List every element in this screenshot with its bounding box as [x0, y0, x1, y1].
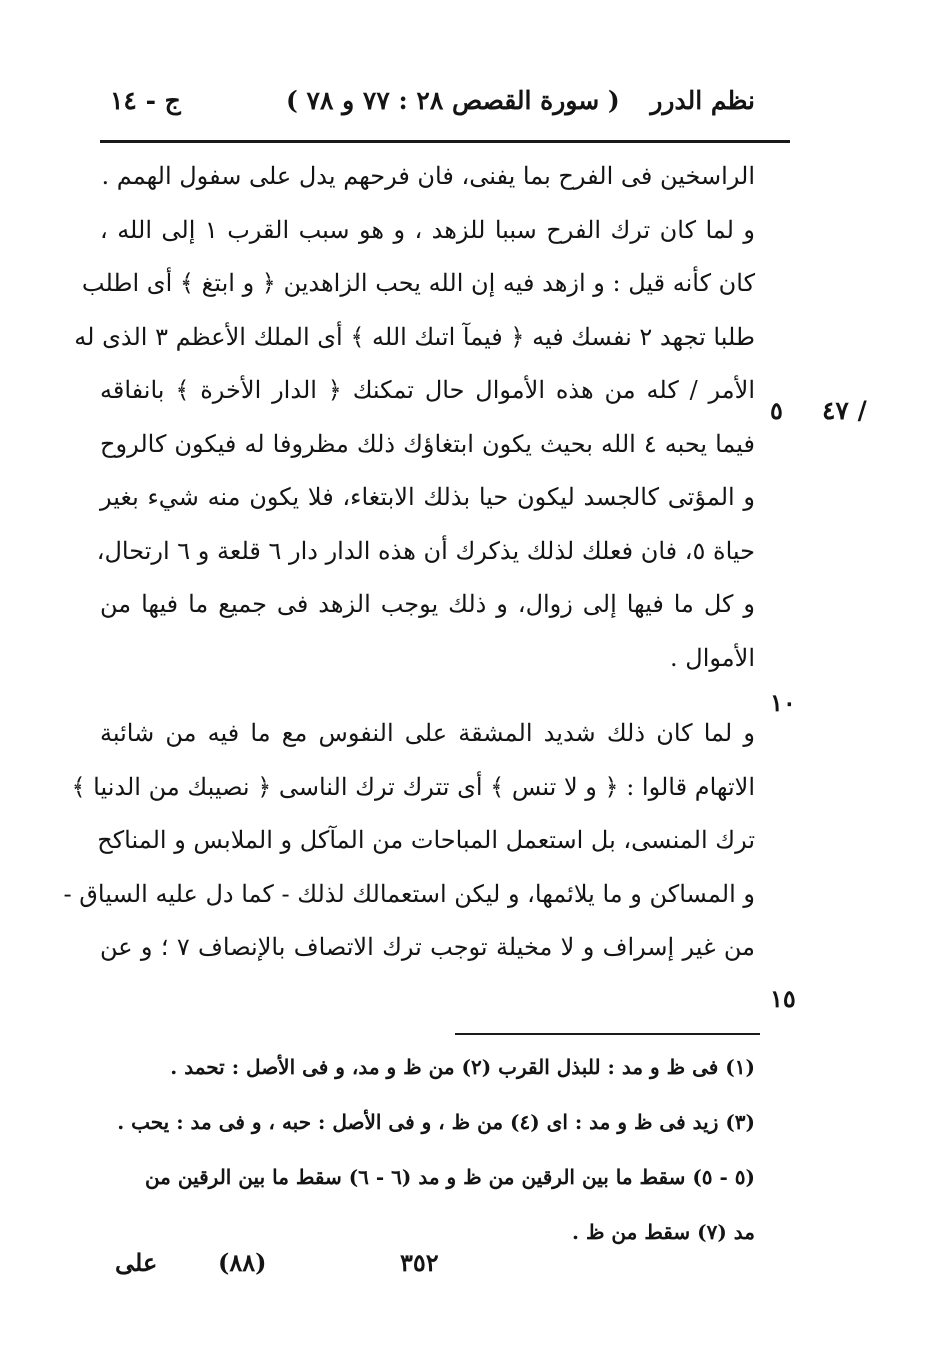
footnote-line: (١) فى ظ و مد : للبذل القرب (٢) من ظ و مد، و فى الأصل : تحمد . [170, 1055, 755, 1079]
footnote-rule [455, 1033, 760, 1035]
signature-mark: (٨٨) [218, 1248, 267, 1277]
line-number-15: ١٥ [770, 984, 796, 1013]
page-number: ٣٥٢ [400, 1248, 439, 1277]
surah-reference: ( سورة القصص ٢٨ : ٧٧ و ٧٨ ) [286, 86, 620, 115]
text-line: الأموال . [670, 643, 755, 672]
text-line: الاتهام قالوا : ﴿ و لا تنس ﴾ أى تترك ترك الناسى ﴿ نصيبك من الدنيا ﴾ [71, 772, 755, 801]
text-line: و المساكن و ما يلائمها، و ليكن استعمالك لذلك - كما دل عليه السياق - [63, 879, 755, 908]
footnote-line: (٥ - ٥) سقط ما بين الرقين من ظ و مد (٦ - ٦) سقط ما بين الرقين من [144, 1165, 755, 1189]
text-line: كان كأنه قيل : و ازهد فيه إن الله يحب الزاهدين ﴿ و ابتغ ﴾ أى اطلب [81, 269, 755, 297]
book-title: نظم الدرر [650, 86, 755, 115]
margin-reference: ٤٧ / [822, 396, 867, 425]
main-text [63, 150, 756, 975]
footnotes [100, 1040, 755, 1260]
text-line: من غير إسراف و لا مخيلة توجب ترك الاتصاف بالإنصاف ٧ ؛ و عن [100, 933, 756, 961]
text-line: طلبا تجهد ٢ نفسك فيه ﴿ فيمآ اتىك الله ﴾ أى الملك الأعظم ٣ الذى له [74, 322, 755, 351]
text-line: الأمر / كله من هذه الأموال حال تمكنك ﴿ الدار الأخرة ﴾ بانفاقه [100, 376, 755, 404]
line-number-5: ٥ [770, 396, 783, 425]
footnote-line: مد (٧) سقط من ظ . [572, 1220, 755, 1244]
text-line: و كل ما فيها إلى زوال، و ذلك يوجب الزهد فى جميع ما فيها من [100, 590, 755, 618]
part-number: ج - ١٤ [110, 86, 181, 115]
text-line: ترك المنسى، بل استعمل المباحات من المآكل و الملابس و المناكح [97, 826, 755, 854]
line-number-10: ١٠ [770, 688, 796, 717]
text-line: الراسخين فى الفرح بما يفنى، فان فرحهم يدل على سفول الهمم . [101, 162, 755, 190]
footnote-line: (٣) زيد فى ظ و مد : اى (٤) من ظ ، و فى الأصل : حبه ، و فى مد : يحب . [117, 1110, 755, 1134]
catchword: على [115, 1248, 158, 1277]
text-line: و لما كان ترك الفرح سببا للزهد ، و هو سبب القرب ١ إلى الله ، [100, 215, 755, 244]
text-line: حياة ٥، فان فعلك لذلك يذكرك أن هذه الدار دار ٦ قلعة و ٦ ارتحال، [96, 536, 755, 565]
header-rule [100, 140, 790, 143]
text-line: و المؤتى كالجسد ليكون حيا بذلك الابتغاء، فلا يكون منه شيء بغير [100, 483, 755, 511]
text-line: فيما يحبه ٤ الله بحيث يكون ابتغاؤك ذلك مظروفا له فيكون كالروح [100, 429, 755, 458]
text-line: و لما كان ذلك شديد المشقة على النفوس مع ما فيه من شائبة [100, 719, 755, 747]
